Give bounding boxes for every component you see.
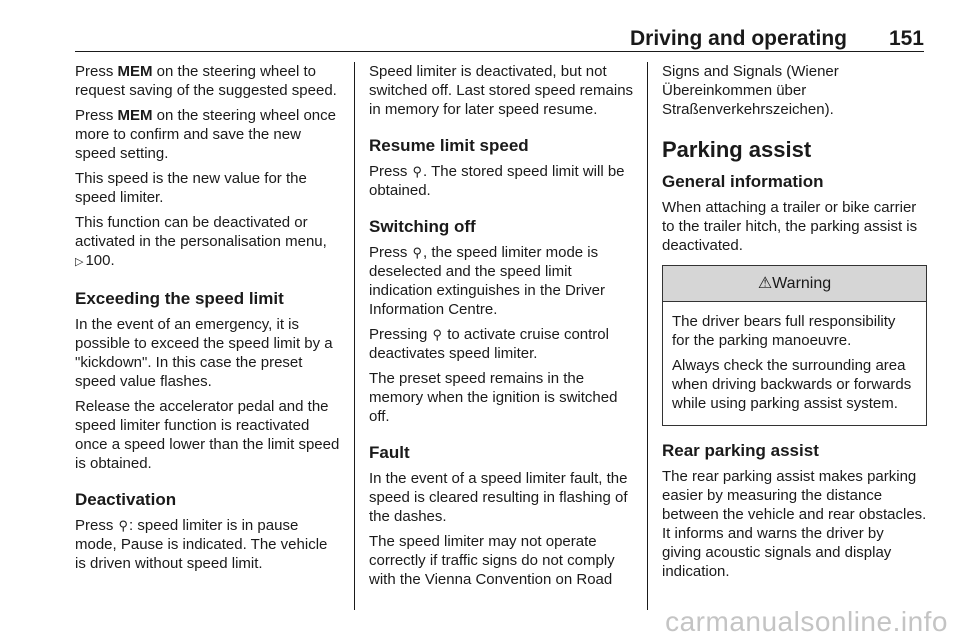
page-title: Driving and operating <box>629 27 847 50</box>
section-heading-deactivation: Deactivation <box>75 490 177 509</box>
warning-title: Warning <box>772 275 832 292</box>
column-2 <box>369 62 634 595</box>
section-heading-switching-off: Switching off <box>369 217 476 236</box>
paragraph: When attaching a trailer or bike carrier to the trailer hitch, the parking assist is deactivated. <box>662 199 918 254</box>
paragraph: This function can be deactivated or activated in the personalisation menu, ▷ 100. <box>75 213 340 272</box>
speed-limiter-pause-icon: ⚲ <box>118 518 129 533</box>
watermark: carmanualsonline.info <box>665 606 948 637</box>
paragraph: Press ⚲. The stored speed limit will be obtained. <box>369 163 625 199</box>
mem-button-label: MEM <box>117 63 153 80</box>
warning-triangle-icon: ⚠ <box>757 275 773 292</box>
column-divider-1 <box>354 62 355 610</box>
page-header <box>0 0 960 52</box>
paragraph: Press MEM on the steering wheel once more to confirm and save the new speed setting. <box>75 107 336 162</box>
warning-header <box>663 266 926 302</box>
paragraph: Press ⚲, the speed limiter mode is deselected and the speed limit indication extinguishes in the Driver Information Centre. <box>369 244 605 318</box>
paragraph: Press MEM on the steering wheel to request saving of the suggested speed. <box>75 63 337 99</box>
paragraph: Release the accelerator pedal and the speed limiter function is reactivated once a speed lower than the limit speed is obtained. <box>75 398 340 472</box>
section-heading-resume: Resume limit speed <box>369 136 529 155</box>
paragraph: The speed limiter may not operate correctly if traffic signs do not comply with the Vienna Convention on Road <box>369 533 615 588</box>
page-number: 151 <box>888 27 924 50</box>
paragraph: Signs and Signals (Wiener Übereinkommen über Straßenverkehrszeichen). <box>662 63 839 118</box>
paragraph: Speed limiter is deactivated, but not switched off. Last stored speed remains in memory for later speed resume. <box>369 63 634 118</box>
paragraph: In the event of an emergency, it is possible to exceed the speed limit by a "kickdown". In this case the preset speed value flashes. <box>75 316 333 390</box>
paragraph: In the event of a speed limiter fault, the speed is cleared resulting in flashing of the dashes. <box>369 470 628 525</box>
paragraph: Always check the surrounding area when driving backwards or forwards while using parking assist system. <box>672 357 912 412</box>
chapter-heading-parking-assist: Parking assist <box>662 137 812 162</box>
cruise-control-icon: ⚲ <box>432 327 443 342</box>
paragraph: The rear parking assist makes parking easier by measuring the distance between the vehicle and rear obstacles. It informs and warns the driver by giving acoustic signals and display indication. <box>662 468 927 580</box>
paragraph: Pressing ⚲ to activate cruise control deactivates speed limiter. <box>369 326 609 362</box>
speed-limiter-off-icon: ⚲ <box>412 245 423 260</box>
mem-button-label: MEM <box>117 107 153 124</box>
section-heading-exceeding: Exceeding the speed limit <box>75 289 284 308</box>
paragraph: This speed is the new value for the speed limiter. <box>75 170 307 206</box>
paragraph: The preset speed remains in the memory when the ignition is switched off. <box>369 370 618 425</box>
paragraph: The driver bears full responsibility for the parking manoeuvre. <box>672 313 896 349</box>
column-divider-2 <box>647 62 648 610</box>
paragraph: Press ⚲: speed limiter is in pause mode, Pause is indicated. The vehicle is driven without speed limit. <box>75 517 328 572</box>
section-heading-fault: Fault <box>369 443 410 462</box>
header-divider <box>75 51 924 52</box>
speed-limiter-resume-icon: ⚲ <box>412 164 423 179</box>
column-1 <box>75 62 340 579</box>
reference-arrow-icon: ▷ <box>75 256 84 268</box>
page-reference-link[interactable]: 100. <box>85 252 115 269</box>
section-heading-rear-parking-assist: Rear parking assist <box>662 441 819 460</box>
column-3 <box>662 62 927 587</box>
warning-box <box>662 265 927 426</box>
warning-body <box>663 302 926 425</box>
section-heading-general-information: General information <box>662 172 824 191</box>
